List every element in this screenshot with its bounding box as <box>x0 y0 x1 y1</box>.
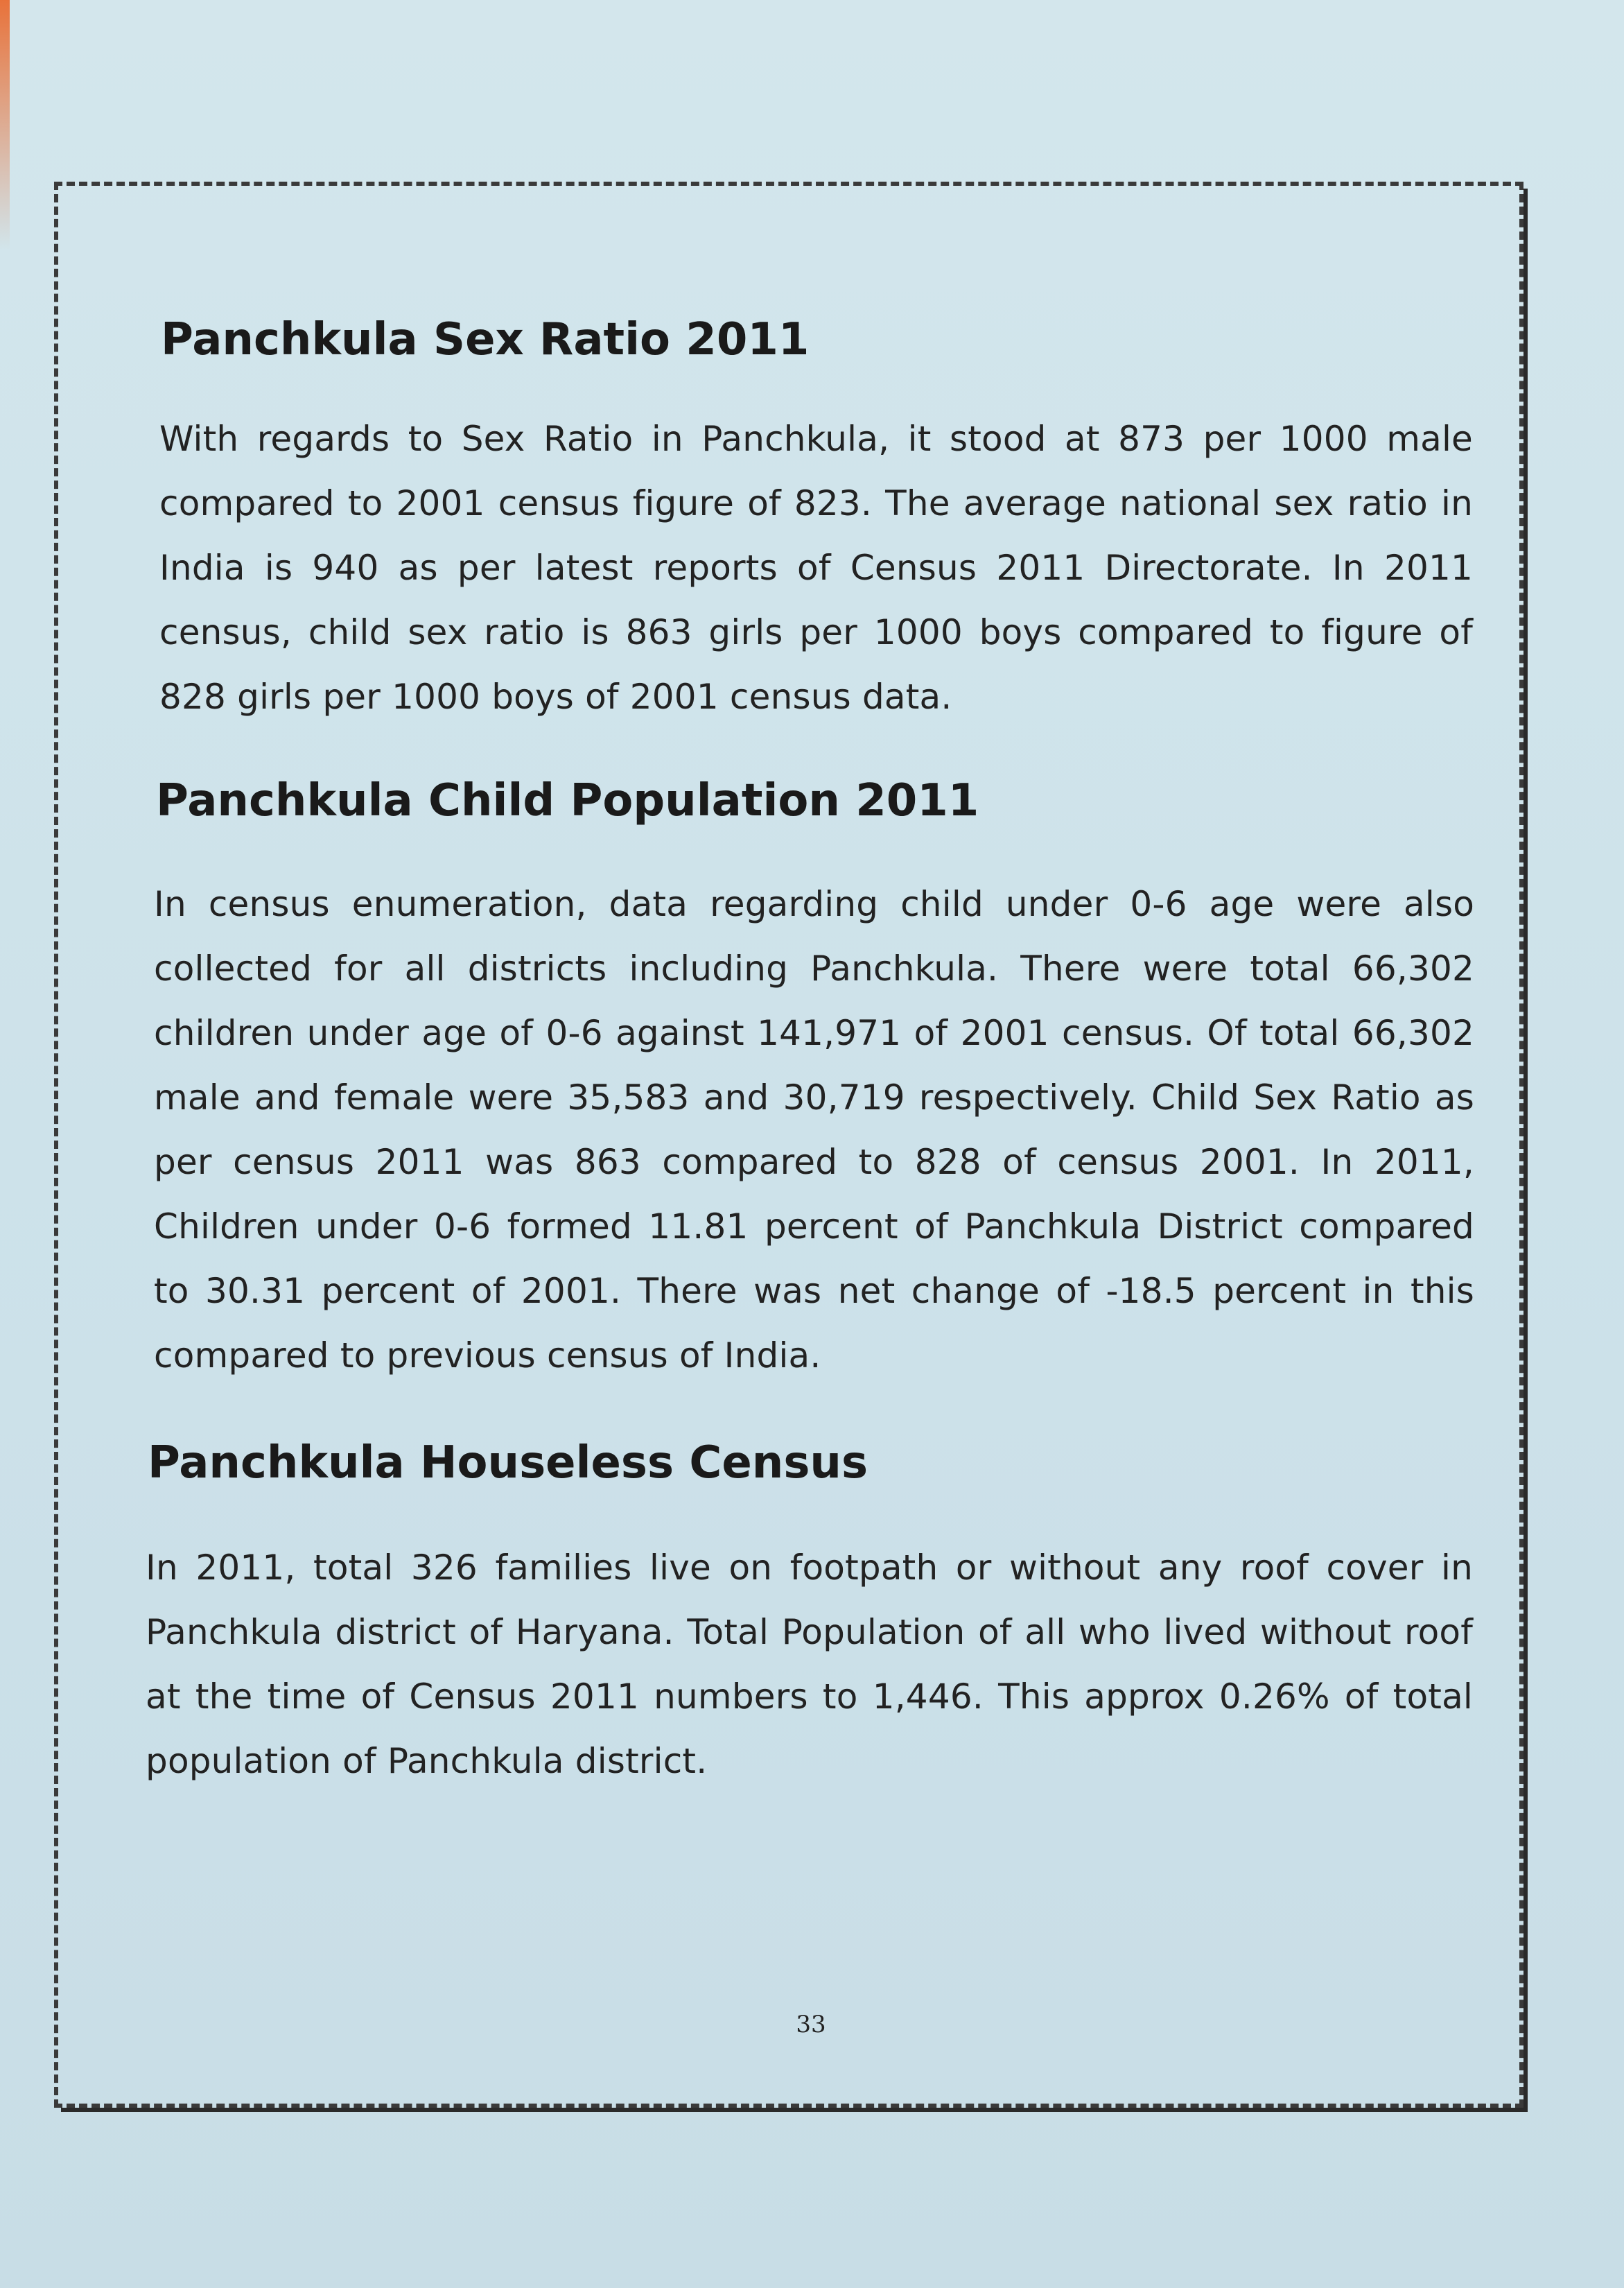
section-body-houseless-census: In 2011, total 326 families live on footpath or without any roof cover in Panchkula district of Haryana. Total Population of all who lived without roof at the time of Census 2011 numbers to 1,446. This approx 0.26% of total population of Panchkula district. <box>146 1548 1473 1781</box>
section-body-child-population: In census enumeration, data regarding child under 0-6 age were also collected for all districts including Panchkula. There were total 66,302 children under age of 0-6 against 141,971 of 2001 census. Of total 66,302 male and female were 35,583 and 30,719 respectively. Child Sex Ratio as per census 2011 was 863 compared to 828 of census 2001. In 2011, Children under 0-6 formed 11.81 percent of Panchkula District compared to 30.31 percent of 2001. There was net change of -18.5 percent in this compared to previous census of India. <box>154 884 1474 1376</box>
section-body-sex-ratio: With regards to Sex Ratio in Panchkula, it stood at 873 per 1000 male compared to 2001 census figure of 823. The average national sex ratio in India is 940 as per latest reports of Census 2011 Directorate. In 2011 census, child sex ratio is 863 girls per 1000 boys compared to figure of 828 girls per 1000 boys of 2001 census data. <box>159 419 1473 717</box>
section-title-sex-ratio: Panchkula Sex Ratio 2011 <box>161 314 810 365</box>
section-title-child-population: Panchkula Child Population 2011 <box>156 775 979 826</box>
section-title-houseless-census: Panchkula Houseless Census <box>148 1437 868 1489</box>
page-edge <box>0 0 10 250</box>
page-number: 33 <box>796 2011 826 2038</box>
